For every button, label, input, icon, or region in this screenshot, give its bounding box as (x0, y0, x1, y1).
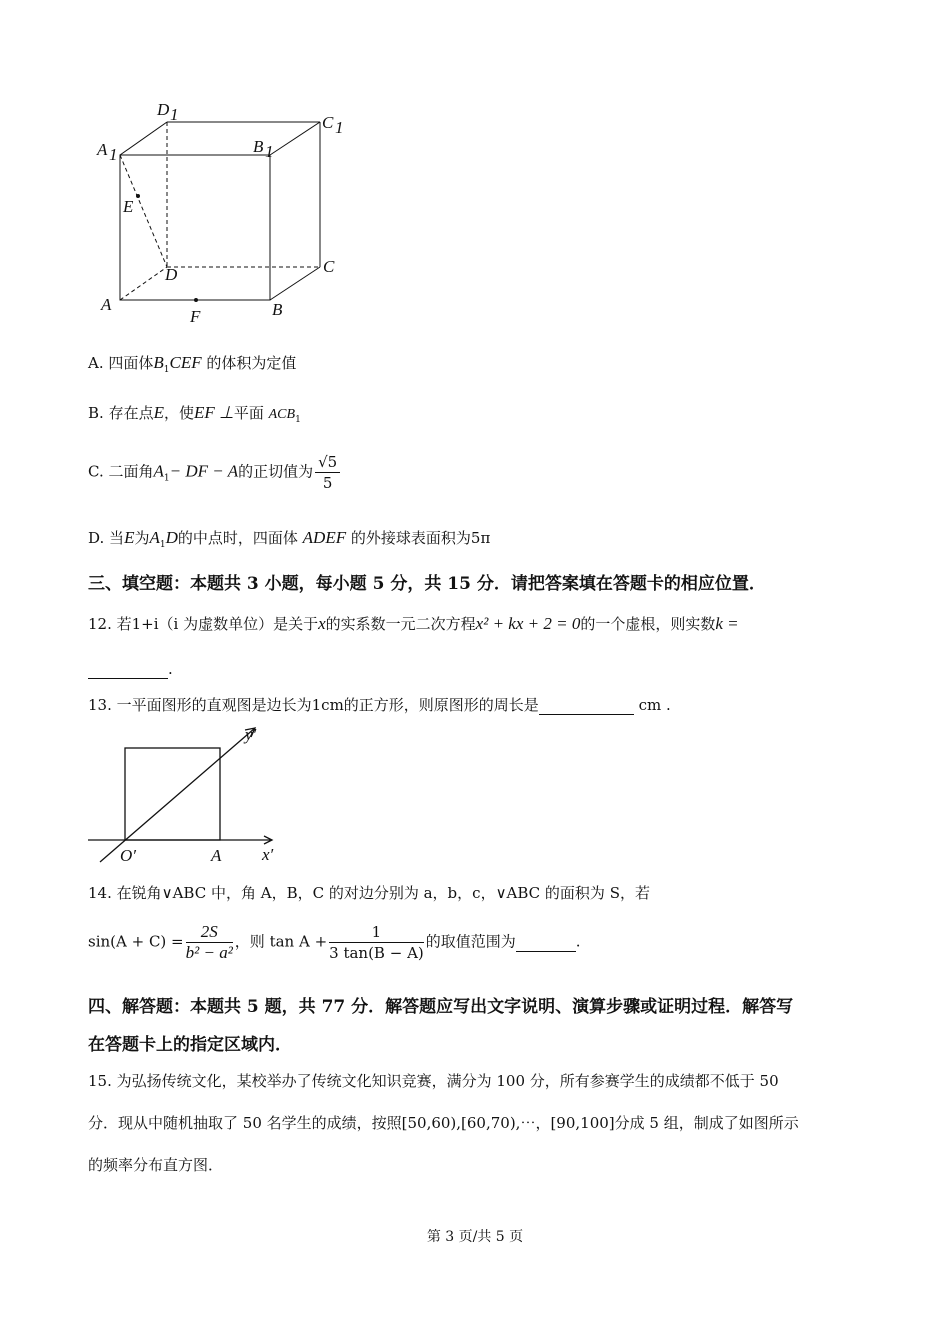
option-text: 二面角 (108, 462, 154, 481)
fraction-numerator: 2S (186, 922, 233, 943)
option-subscript: 1 (163, 473, 170, 484)
label-a1: A (97, 140, 108, 159)
label-d: D (165, 265, 178, 284)
label-f: F (190, 307, 201, 326)
option-text: ，使 (163, 404, 194, 422)
option-math: E (153, 403, 164, 422)
label-a1-subscript: 1 (109, 145, 118, 164)
label-x-prime: x′ (262, 845, 274, 864)
label-b1-subscript: 1 (265, 142, 274, 161)
option-letter: A. (88, 354, 104, 372)
fraction (329, 922, 424, 963)
question-14-line1: 14. 在锐角∨ABC 中，角 A，B，C 的对边分别为 a，b，c，∨ABC 的面积为 S，若 (88, 884, 650, 902)
formula-middle: ，则 tan A + (234, 932, 328, 951)
question-15-line2: 分．现从中随机抽取了 50 名学生的成绩，按照[50,60),[60,70),⋯，[90,100]分成 5 组，制成了如图所示 (88, 1114, 799, 1132)
label-a-axis: A (211, 846, 222, 865)
section-3-heading: 三、填空题：本题共 3 小题，每小题 5 分，共 15 分．请把答案填在答题卡的相应位置． (88, 574, 766, 594)
option-text: 的中点时，四面体 (177, 529, 298, 547)
label-a: A (101, 295, 112, 314)
option-d (88, 527, 490, 550)
question-text: 的取值范围为 (425, 932, 516, 951)
question-text: 13. 一平面图形的直观图是边长为1cm的正方形，则原图形的周长是 (88, 696, 539, 714)
option-math: − DF − A (169, 461, 239, 481)
option-math: 5π (470, 529, 491, 547)
section-4-heading-line2: 在答题卡上的指定区域内． (88, 1035, 292, 1055)
option-math: ACB (268, 407, 296, 422)
option-letter: D. (88, 529, 105, 547)
option-text: 四面体 (108, 354, 154, 372)
option-c (88, 452, 342, 493)
question-text: 的一个虚根，则实数 (580, 615, 716, 633)
option-math: ADEF (302, 528, 347, 547)
option-letter: C. (88, 462, 104, 481)
option-math: E (124, 528, 135, 547)
question-end-punctuation: . (575, 932, 581, 951)
fraction (186, 922, 233, 963)
label-o-prime: O′ (120, 846, 136, 865)
option-subscript: 1 (159, 540, 166, 550)
option-text: 的外接球表面积为 (350, 529, 471, 547)
cube-figure (0, 0, 400, 330)
question-15-line1: 15. 为弘扬传统文化，某校举办了传统文化知识竞赛，满分为 100 分，所有参赛学生的成绩都不低于 50 (88, 1072, 779, 1090)
option-math: CEF (169, 353, 202, 372)
axes-figure (0, 710, 320, 870)
option-text: 为 (134, 529, 150, 547)
fraction-denominator: 5 (322, 474, 333, 492)
option-math: A (153, 461, 164, 481)
question-unit: cm . (638, 696, 671, 714)
label-c1-subscript: 1 (335, 118, 344, 137)
answer-blank-line (516, 933, 576, 952)
option-subscript: 1 (163, 365, 170, 375)
option-a (88, 352, 296, 375)
fraction-numerator: 1 (329, 922, 424, 943)
option-math: D (165, 528, 178, 547)
label-b: B (272, 300, 283, 319)
label-b1: B (253, 137, 264, 156)
question-text: 12. 若1+i（i 为虚数单位）是关于 (88, 615, 319, 633)
label-d1: D (157, 100, 170, 119)
answer-blank-12 (88, 660, 173, 679)
label-c: C (323, 257, 335, 276)
label-y-prime: y′ (245, 725, 257, 744)
fraction-denominator: 3 tan(B − A) (329, 944, 424, 962)
option-text: 存在点 (108, 404, 154, 422)
fraction-denominator: b² − a² (185, 943, 233, 962)
option-text: 当 (109, 529, 125, 547)
question-15-line3: 的频率分布直方图． (88, 1156, 224, 1174)
question-end-punctuation: . (168, 660, 173, 678)
section-4-heading-line1: 四、解答题：本题共 5 题，共 77 分．解答题应写出文字说明、演算步骤或证明过程．解答写 (88, 997, 794, 1017)
option-letter: B. (88, 404, 104, 422)
option-text: 平面 (233, 404, 264, 422)
option-text: 的正切值为 (238, 462, 314, 481)
option-subscript: 1 (295, 415, 301, 425)
question-equation: x² + kx + 2 = 0 (475, 614, 581, 633)
question-math: k = (715, 614, 739, 633)
formula-lhs: sin(A + C) = (88, 932, 184, 951)
label-d1-subscript: 1 (170, 105, 179, 124)
question-12 (88, 613, 739, 634)
point-f (194, 298, 198, 302)
page-footer: 第 3 页/共 5 页 (426, 1229, 524, 1245)
fraction (315, 452, 340, 493)
answer-blank-line (539, 696, 634, 715)
fraction-numerator: √5 (315, 452, 340, 473)
option-text: 的体积为定值 (206, 354, 297, 372)
point-e (136, 194, 140, 198)
question-14-formula (88, 922, 581, 963)
option-b (88, 402, 301, 425)
label-c1: C (322, 113, 334, 132)
answer-blank-line (88, 660, 168, 679)
option-math: EF ⊥ (194, 403, 234, 422)
question-text: 的实系数一元二次方程 (325, 615, 476, 633)
option-math: A (149, 528, 160, 547)
question-math: x (318, 614, 326, 633)
option-math: B (153, 353, 164, 372)
label-e: E (123, 197, 134, 216)
